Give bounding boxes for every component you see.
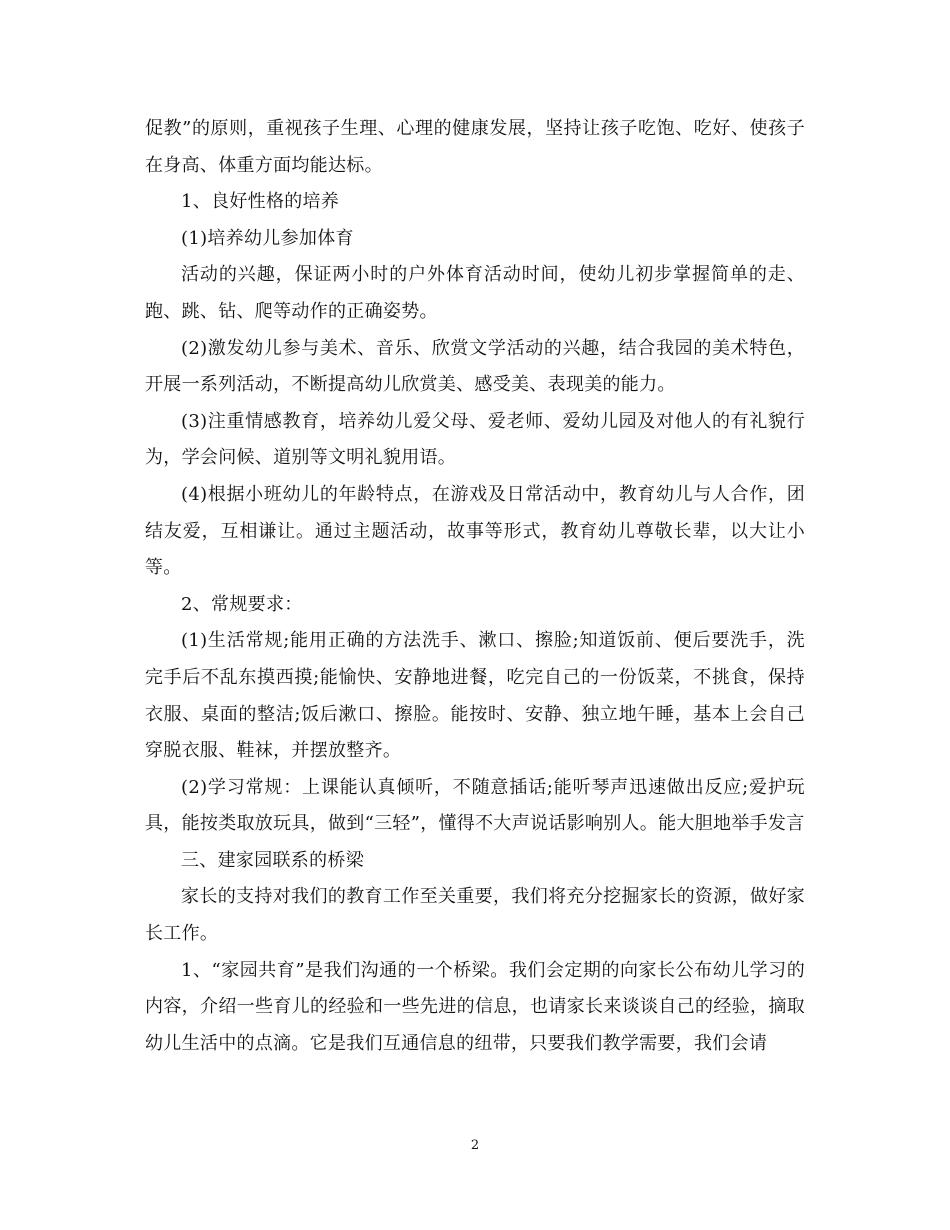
paragraph-3: (1)培养幼儿参加体育 <box>181 227 354 249</box>
document-body <box>145 111 805 1062</box>
paragraph-4: 活动的兴趣，保证两小时的户外体育活动时间，使幼儿初步掌握简单的走、跑、跳、钻、爬等动作的正确姿势。 <box>145 264 805 322</box>
paragraph-8: 2、常规要求： <box>181 593 303 615</box>
paragraph-2: 1、良好性格的培养 <box>181 191 340 213</box>
paragraph-11: 三、建家园联系的桥梁 <box>181 849 364 871</box>
paragraph-12: 家长的支持对我们的教育工作至关重要，我们将充分挖掘家长的资源，做好家长工作。 <box>145 886 805 945</box>
paragraph-6: (3)注重情感教育，培养幼儿爱父母、爱老师、爱幼儿园及对他人的有礼貌行为，学会问候、道别等文明礼貌用语。 <box>145 410 805 469</box>
paragraph-9: (1)生活常规;能用正确的方法洗手、漱口、擦脸;知道饭前、便后要洗手，洗完手后不乱东摸西摸;能愉快、安静地进餐，吃完自己的一份饭菜，不挑食，保持衣服、桌面的整洁;饭后漱口、擦脸。能按时、安静、独立地午睡，基本上会自己穿脱衣服、鞋袜，并摆放整齐。 <box>145 630 805 762</box>
paragraph-13: 1、“家园共育”是我们沟通的一个桥梁。我们会定期的向家长公布幼儿学习的内容，介绍一些育儿的经验和一些先进的信息，也请家长来谈谈自己的经验，摘取幼儿生活中的点滴。它是我们互通信息的纽带，只要我们教学需要，我们会请 <box>145 959 805 1054</box>
paragraph-5: (2)激发幼儿参与美术、音乐、欣赏文学活动的兴趣，结合我园的美术特色，开展一系列活动，不断提高幼儿欣赏美、感受美、表现美的能力。 <box>145 337 805 396</box>
paragraph-7: (4)根据小班幼儿的年龄特点，在游戏及日常活动中，教育幼儿与人合作，团结友爱，互相谦让。通过主题活动，故事等形式，教育幼儿尊敬长辈，以大让小等。 <box>145 483 805 579</box>
paragraph-10: (2)学习常规：上课能认真倾听，不随意插话;能听琴声迅速做出反应;爱护玩具，能按类取放玩具，做到“三轻”，懂得不大声说话影响别人。能大胆地举手发言 <box>145 776 805 835</box>
page-number: 2 <box>470 1138 480 1153</box>
paragraph-1: 促教”的原则，重视孩子生理、心理的健康发展，坚持让孩子吃饱、吃好、使孩子在身高、体重方面均能达标。 <box>145 118 805 176</box>
